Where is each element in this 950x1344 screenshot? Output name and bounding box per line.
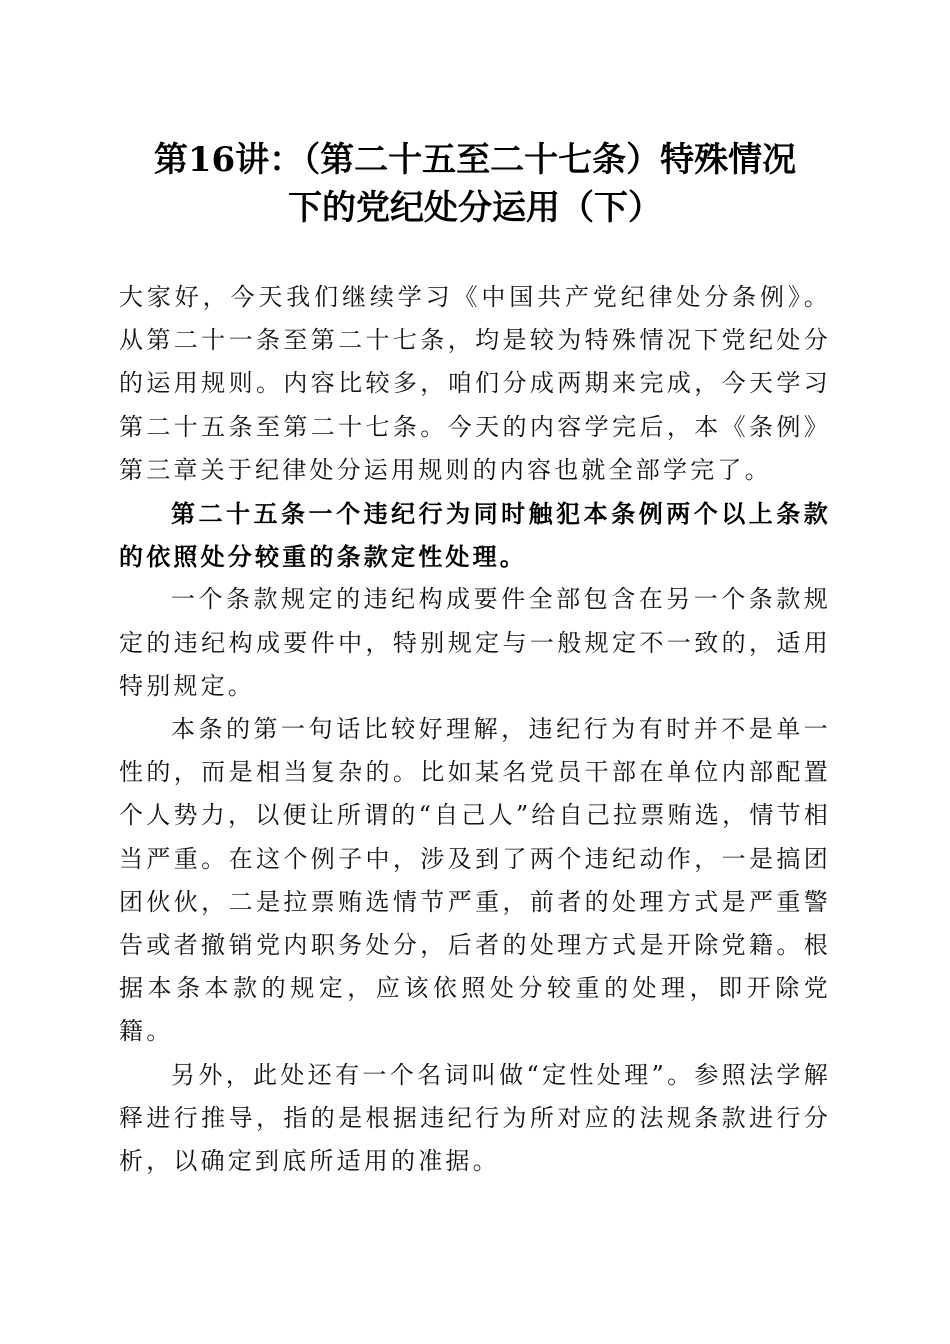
document-title xyxy=(100,136,850,232)
definition-paragraph: 另外，此处还有一个名词叫做“定性处理”。参照法学解释进行推导，指的是根据违纪行为所对应的法规条款进行分析，以确定到底所适用的准据。 xyxy=(119,1060,831,1176)
explanation-paragraph: 本条的第一句话比较好理解，违纪行为有时并不是单一性的，而是相当复杂的。比如某名党员干部在单位内部配置个人势力，以便让所谓的“自己人”给自己拉票贿选，情节相当严重。在这个例子中，涉及到了两个违纪动作，一是搞团团伙伙，二是拉票贿选情节严重，前者的处理方式是严重警告或者撤销党内职务处分，后者的处理方式是开除党籍。根据本条本款的规定，应该依照处分较重的处理，即开除党籍。 xyxy=(119,715,831,1046)
document-body xyxy=(119,276,831,1183)
title-line-2: 下的党纪处分运用（下） xyxy=(288,188,662,228)
intro-paragraph: 大家好，今天我们继续学习《中国共产党纪律处分条例》。从第二十一条至第二十七条，均是较为特殊情况下党纪处分的运用规则。内容比较多，咱们分成两期来完成，今天学习第二十五条至第二十七条。今天的内容学完后，本《条例》第三章关于纪律处分运用规则的内容也就全部学完了。 xyxy=(119,283,831,484)
article-25-clause-paragraph: 一个条款规定的违纪构成要件全部包含在另一个条款规定的违纪构成要件中，特别规定与一般规定不一致的，适用特别规定。 xyxy=(119,585,831,700)
title-line-1: 第16讲：（第二十五至二十七条）特殊情况 xyxy=(153,140,797,180)
article-25-paragraph: 第二十五条一个违纪行为同时触犯本条例两个以上条款的依照处分较重的条款定性处理。 xyxy=(119,499,831,572)
